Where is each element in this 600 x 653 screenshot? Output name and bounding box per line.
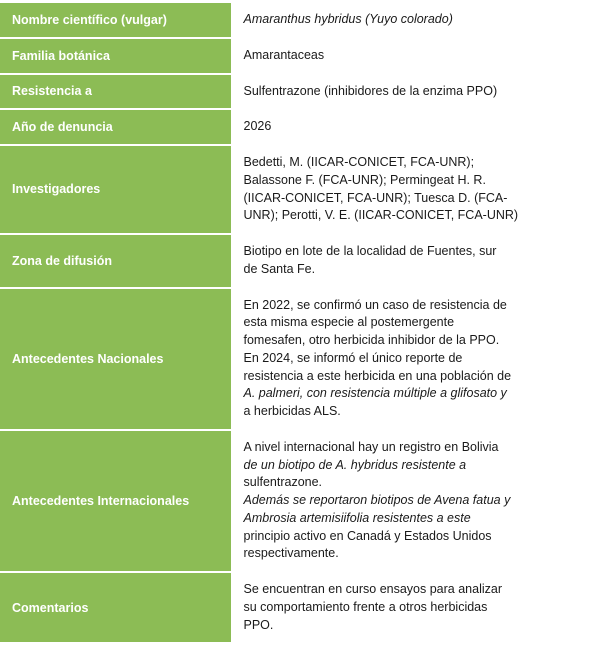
- value-line-italic-species: [244, 510, 589, 528]
- row-value-antecedentes-nacionales: [232, 288, 600, 430]
- table-row: [0, 234, 600, 288]
- value-line-italic-species: [244, 457, 589, 475]
- value-line: de Santa Fe.: [243, 261, 316, 276]
- row-value-nombre-cientifico: [232, 3, 600, 38]
- value-line: A nivel internacional hay un registro en Bolivia: [243, 439, 499, 454]
- value-line: 2026: [243, 119, 272, 134]
- row-value-antecedentes-internacionales: [232, 430, 600, 572]
- value-line: principio activo en Canadá y Estados Unidos: [243, 528, 492, 543]
- value-line: respectivamente.: [243, 546, 339, 561]
- value-line: esta misma especie al postemergente: [243, 315, 455, 330]
- table-row: [0, 288, 600, 430]
- value-line: [244, 11, 589, 29]
- value-line: Bedetti, M. (IICAR-CONICET, FCA-UNR);: [243, 155, 475, 169]
- value-line: Amarantaceas: [243, 47, 325, 62]
- value-line: Se encuentran en curso ensayos para analizar: [243, 582, 502, 596]
- table-row: [0, 38, 600, 74]
- value-line-italic-species: [244, 492, 589, 510]
- fact-table-body: [0, 3, 600, 643]
- row-label-resistencia-a: Resistencia a: [0, 74, 232, 110]
- row-value-resistencia-a: [232, 74, 600, 110]
- value-line: En 2022, se confirmó un caso de resistencia de: [243, 297, 507, 312]
- row-label-zona-difusion: Zona de difusión: [0, 234, 232, 288]
- row-value-investigadores: [232, 145, 600, 234]
- species-italic: A. palmeri, con resistencia múltiple a glifosato y: [243, 386, 507, 401]
- row-value-familia-botanica: [232, 38, 600, 74]
- row-value-comentarios: [232, 572, 600, 643]
- row-label-investigadores: Investigadores: [0, 145, 232, 234]
- value-line: a herbicidas ALS.: [243, 404, 341, 418]
- row-label-comentarios: Comentarios: [0, 572, 232, 643]
- table-row: [0, 430, 600, 572]
- value-line: Biotipo en lote de la localidad de Fuentes, sur: [243, 244, 497, 258]
- table-bottom-frame: [0, 644, 600, 647]
- value-line: sulfentrazone.: [243, 475, 323, 490]
- row-value-zona-difusion: [232, 234, 600, 288]
- value-line: resistencia a este herbicida en una población de: [243, 368, 512, 383]
- table-row: [0, 572, 600, 643]
- value-line-italic-species: [244, 385, 589, 403]
- value-line: fomesafen, otro herbicida inhibidor de la PPO.: [243, 333, 500, 347]
- row-label-nombre-cientifico: Nombre científico (vulgar): [0, 3, 232, 38]
- row-label-antecedentes-nacionales: Antecedentes Nacionales: [0, 288, 232, 430]
- value-line: En 2024, se informó el único reporte de: [243, 350, 463, 365]
- scientific-name-italic: Amaranthus hybridus (Yuyo colorado): [243, 12, 453, 26]
- value-line: UNR); Perotti, V. E. (IICAR-CONICET, FCA-UNR): [243, 208, 519, 223]
- value-line: (IICAR-CONICET, FCA-UNR); Tuesca D. (FCA-: [243, 190, 508, 205]
- row-label-antecedentes-internacionales: Antecedentes Internacionales: [0, 430, 232, 572]
- species-italic: Ambrosia artemisiifolia resistentes a este: [243, 510, 471, 525]
- resistance-fact-table: [0, 3, 600, 644]
- row-label-ano-denuncia: Año de denuncia: [0, 109, 232, 145]
- row-label-familia-botanica: Familia botánica: [0, 38, 232, 74]
- table-row: [0, 109, 600, 145]
- species-italic: de un biotipo de A. hybridus resistente a: [243, 457, 467, 472]
- species-italic: Además se reportaron biotipos de Avena fatua y: [243, 493, 511, 507]
- value-line: su comportamiento frente a otros herbicidas: [243, 599, 488, 614]
- value-line: Balassone F. (FCA-UNR); Permingeat H. R.: [243, 172, 486, 187]
- value-line: Sulfentrazone (inhibidores de la enzima PPO): [243, 83, 498, 98]
- table-row: [0, 74, 600, 110]
- value-line: PPO.: [243, 617, 274, 632]
- row-value-ano-denuncia: [232, 109, 600, 145]
- table-row: [0, 145, 600, 234]
- table-row: [0, 3, 600, 38]
